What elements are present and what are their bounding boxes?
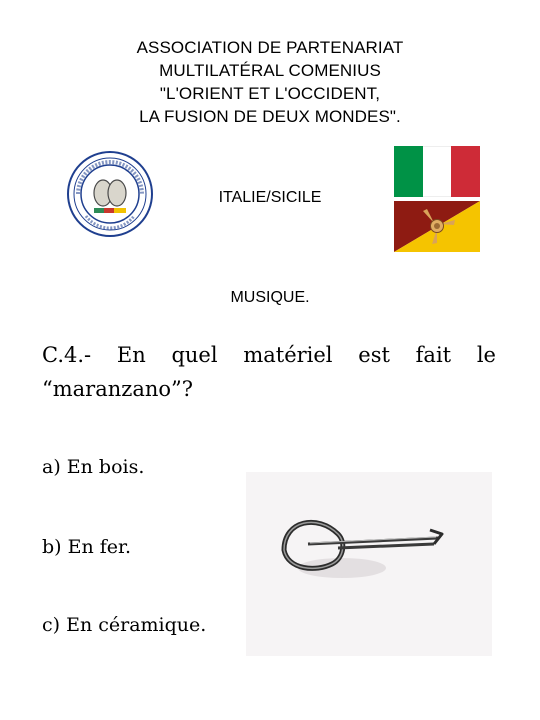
question-line-2: “maranzano”? <box>42 377 193 401</box>
header-line-3: "L'ORIENT ET L'OCCIDENT, <box>159 84 381 103</box>
question-line-1 <box>42 338 496 372</box>
answer-option-a: a) En bois. <box>42 456 145 478</box>
question-word: est <box>358 343 390 367</box>
answer-option-c: c) En céramique. <box>42 614 207 636</box>
header-line-4: LA FUSION DE DEUX MONDES". <box>139 107 401 126</box>
question-word: le <box>476 343 496 367</box>
question-word: En <box>116 343 146 367</box>
maranzano-photo-icon <box>246 472 492 656</box>
header-title <box>60 36 480 128</box>
comenius-logo-icon <box>66 150 154 238</box>
country-label: ITALIE/SICILE <box>218 189 322 206</box>
header-line-1: ASSOCIATION DE PARTENARIAT <box>136 38 404 57</box>
question-word: matériel <box>243 343 333 367</box>
italy-flag-red-stripe <box>451 146 480 197</box>
italy-flag-white-stripe <box>423 146 452 197</box>
sicily-flag-icon <box>394 201 480 252</box>
topic-label: MUSIQUE. <box>230 289 310 306</box>
answer-option-b: b) En fer. <box>42 536 132 558</box>
italy-flag-green-stripe <box>394 146 423 197</box>
question-word: quel <box>171 343 218 367</box>
italy-flag-icon <box>394 146 480 197</box>
question-word: C.4.- <box>42 343 92 367</box>
header-line-2: MULTILATÉRAL COMENIUS <box>159 61 381 80</box>
question-text <box>42 338 496 406</box>
question-word: fait <box>415 343 452 367</box>
